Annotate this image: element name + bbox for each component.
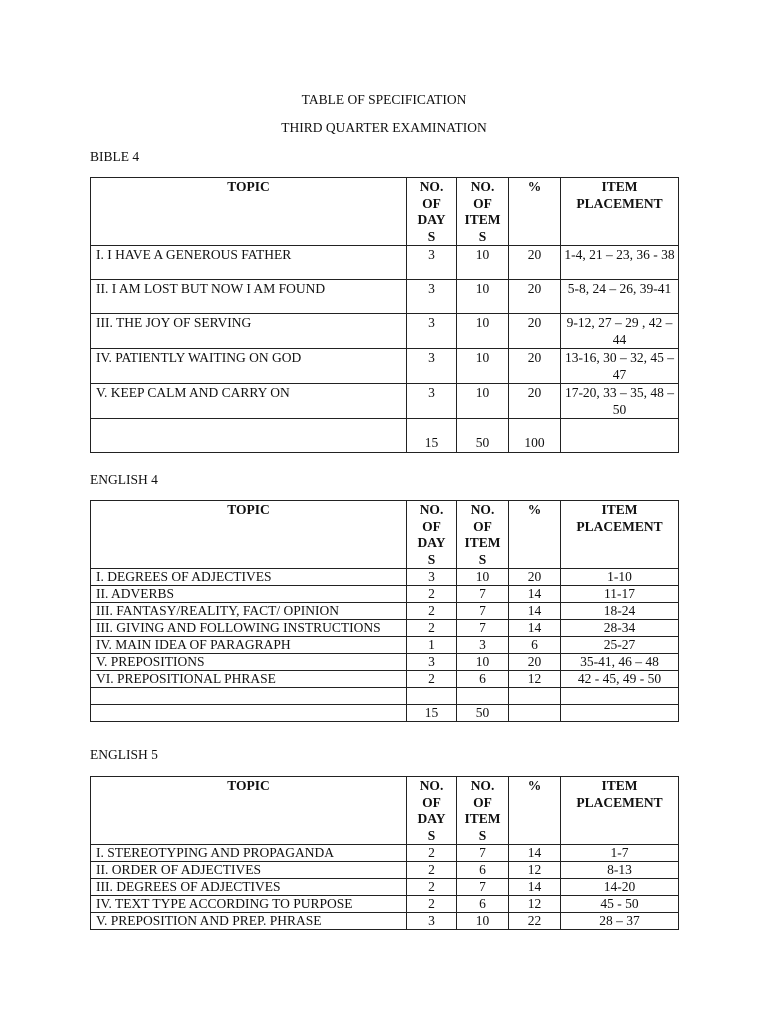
items-cell: 10 <box>457 280 509 314</box>
table-row <box>91 280 679 314</box>
blank-cell <box>457 688 509 705</box>
placement-cell: 25-27 <box>561 637 679 654</box>
days-cell: 3 <box>407 314 457 349</box>
table-row <box>91 671 679 688</box>
placement-cell: 5-8, 24 – 26, 39-41 <box>561 280 679 314</box>
header-topic-text: TOPIC <box>227 502 270 517</box>
bible-4-table <box>90 177 679 453</box>
percent-cell: 20 <box>509 654 561 671</box>
placement-cell: 1-4, 21 – 23, 36 - 38 <box>561 246 679 280</box>
header-items-line: S <box>478 228 487 244</box>
placement-cell: 35-41, 46 – 48 <box>561 654 679 671</box>
placement-cell: 17-20, 33 – 35, 48 – 50 <box>561 384 679 419</box>
total-row <box>91 419 679 453</box>
percent-cell: 14 <box>509 603 561 620</box>
header-items-line: S <box>478 827 487 843</box>
total-placement-cell <box>561 705 679 722</box>
table-header-row <box>91 178 679 246</box>
header-days-line: NO. <box>419 179 444 194</box>
topic-cell: I. STEREOTYPING AND PROPAGANDA <box>91 845 407 862</box>
placement-cell: 18-24 <box>561 603 679 620</box>
items-cell: 10 <box>457 654 509 671</box>
percent-cell: 6 <box>509 637 561 654</box>
items-cell: 6 <box>457 862 509 879</box>
percent-cell: 14 <box>509 879 561 896</box>
document-title: TABLE OF SPECIFICATION <box>301 92 467 107</box>
header-items <box>457 178 509 246</box>
percent-cell: 14 <box>509 586 561 603</box>
percent-cell: 20 <box>509 349 561 384</box>
percent-cell: 12 <box>509 862 561 879</box>
table-row <box>91 586 679 603</box>
table-row <box>91 637 679 654</box>
placement-cell: 42 - 45, 49 - 50 <box>561 671 679 688</box>
days-cell: 3 <box>407 280 457 314</box>
placement-cell: 45 - 50 <box>561 896 679 913</box>
percent-cell: 20 <box>509 569 561 586</box>
topic-cell: III. GIVING AND FOLLOWING INSTRUCTIONS <box>91 620 407 637</box>
header-placement-line: PLACEMENT <box>576 195 663 211</box>
header-days-line: S <box>427 228 436 244</box>
header-days <box>407 501 457 569</box>
placement-cell: 1-7 <box>561 845 679 862</box>
header-placement-line: PLACEMENT <box>576 794 663 810</box>
days-cell: 2 <box>407 862 457 879</box>
header-items-line: ITEM <box>464 535 501 550</box>
english-4-table <box>90 500 679 722</box>
header-placement-line: PLACEMENT <box>576 518 663 534</box>
header-items-line: NO. <box>470 502 495 517</box>
items-cell: 10 <box>457 246 509 280</box>
items-cell: 7 <box>457 845 509 862</box>
table-row <box>91 246 679 280</box>
topic-cell: II. I AM LOST BUT NOW I AM FOUND <box>91 280 407 314</box>
placement-cell: 11-17 <box>561 586 679 603</box>
days-cell: 3 <box>407 384 457 419</box>
header-days-line: DAY <box>417 811 446 826</box>
topic-cell: IV. TEXT TYPE ACCORDING TO PURPOSE <box>91 896 407 913</box>
header-days <box>407 777 457 845</box>
table-row <box>91 620 679 637</box>
percent-cell: 14 <box>509 620 561 637</box>
placement-cell: 14-20 <box>561 879 679 896</box>
header-topic <box>91 777 407 845</box>
header-placement <box>561 178 679 246</box>
header-percent: % <box>509 178 561 246</box>
days-cell: 2 <box>407 896 457 913</box>
table-row <box>91 879 679 896</box>
total-placement-cell <box>561 419 679 453</box>
items-cell: 7 <box>457 879 509 896</box>
topic-cell: VI. PREPOSITIONAL PHRASE <box>91 671 407 688</box>
percent-cell: 12 <box>509 671 561 688</box>
header-items-line: NO. <box>470 778 495 793</box>
placement-cell: 13-16, 30 – 32, 45 – 47 <box>561 349 679 384</box>
header-days-line: OF <box>422 518 441 534</box>
header-items-line: OF <box>473 794 492 810</box>
topic-cell: IV. PATIENTLY WAITING ON GOD <box>91 349 407 384</box>
blank-cell <box>561 688 679 705</box>
document-subtitle: THIRD QUARTER EXAMINATION <box>281 120 487 135</box>
items-cell: 10 <box>457 349 509 384</box>
table-header-row <box>91 777 679 845</box>
topic-cell: III. FANTASY/REALITY, FACT/ OPINION <box>91 603 407 620</box>
days-cell: 2 <box>407 671 457 688</box>
days-cell: 3 <box>407 569 457 586</box>
total-row <box>91 705 679 722</box>
header-days-line: DAY <box>417 535 446 550</box>
table-row <box>91 862 679 879</box>
placement-cell: 28-34 <box>561 620 679 637</box>
topic-cell: V. KEEP CALM AND CARRY ON <box>91 384 407 419</box>
topic-cell: V. PREPOSITION AND PREP. PHRASE <box>91 913 407 930</box>
topic-cell: IV. MAIN IDEA OF PARAGRAPH <box>91 637 407 654</box>
days-cell: 2 <box>407 603 457 620</box>
header-items <box>457 501 509 569</box>
items-cell: 10 <box>457 314 509 349</box>
header-percent: % <box>509 501 561 569</box>
topic-cell: V. PREPOSITIONS <box>91 654 407 671</box>
percent-cell: 12 <box>509 896 561 913</box>
total-items-cell: 50 <box>457 705 509 722</box>
days-cell: 3 <box>407 349 457 384</box>
percent-cell: 20 <box>509 280 561 314</box>
table-row <box>91 569 679 586</box>
topic-cell: I. I HAVE A GENEROUS FATHER <box>91 246 407 280</box>
header-topic-text: TOPIC <box>227 179 270 194</box>
blank-cell <box>91 688 407 705</box>
header-days-line: OF <box>422 794 441 810</box>
english-5-table <box>90 776 679 930</box>
days-cell: 2 <box>407 586 457 603</box>
header-topic <box>91 178 407 246</box>
section-label-bible-4: BIBLE 4 <box>90 149 140 164</box>
header-days-line: DAY <box>417 212 446 227</box>
header-topic-text: TOPIC <box>227 778 270 793</box>
header-placement <box>561 777 679 845</box>
days-cell: 3 <box>407 913 457 930</box>
table-row <box>91 314 679 349</box>
header-placement-line: ITEM <box>601 778 638 793</box>
items-cell: 7 <box>457 603 509 620</box>
topic-cell: II. ORDER OF ADJECTIVES <box>91 862 407 879</box>
topic-cell: III. DEGREES OF ADJECTIVES <box>91 879 407 896</box>
header-items <box>457 777 509 845</box>
header-items-line: OF <box>473 195 492 211</box>
header-days-line: OF <box>422 195 441 211</box>
percent-cell: 20 <box>509 314 561 349</box>
items-cell: 6 <box>457 671 509 688</box>
section-label-english-5: ENGLISH 5 <box>90 747 158 762</box>
total-percent-cell <box>509 705 561 722</box>
table-row <box>91 913 679 930</box>
days-cell: 2 <box>407 879 457 896</box>
topic-cell: II. ADVERBS <box>91 586 407 603</box>
days-cell: 3 <box>407 654 457 671</box>
header-items-line: ITEM <box>464 212 501 227</box>
header-placement <box>561 501 679 569</box>
placement-cell: 8-13 <box>561 862 679 879</box>
table-row <box>91 603 679 620</box>
blank-cell <box>407 688 457 705</box>
header-items-line: OF <box>473 518 492 534</box>
percent-cell: 20 <box>509 384 561 419</box>
days-cell: 2 <box>407 845 457 862</box>
total-days-cell: 15 <box>407 419 457 453</box>
header-percent: % <box>509 777 561 845</box>
days-cell: 3 <box>407 246 457 280</box>
items-cell: 7 <box>457 620 509 637</box>
percent-cell: 14 <box>509 845 561 862</box>
items-cell: 6 <box>457 896 509 913</box>
placement-cell: 1-10 <box>561 569 679 586</box>
items-cell: 10 <box>457 913 509 930</box>
percent-cell: 22 <box>509 913 561 930</box>
total-days-cell: 15 <box>407 705 457 722</box>
header-items-line: ITEM <box>464 811 501 826</box>
topic-cell: III. THE JOY OF SERVING <box>91 314 407 349</box>
total-topic-cell <box>91 705 407 722</box>
days-cell: 1 <box>407 637 457 654</box>
table-row <box>91 896 679 913</box>
total-items-cell: 50 <box>457 419 509 453</box>
header-days-line: NO. <box>419 778 444 793</box>
header-days <box>407 178 457 246</box>
header-items-line: S <box>478 551 487 567</box>
table-row <box>91 845 679 862</box>
percent-cell: 20 <box>509 246 561 280</box>
items-cell: 3 <box>457 637 509 654</box>
blank-row <box>91 688 679 705</box>
section-label-english-4: ENGLISH 4 <box>90 472 158 487</box>
table-row <box>91 384 679 419</box>
placement-cell: 28 – 37 <box>561 913 679 930</box>
table-row <box>91 654 679 671</box>
total-percent-cell: 100 <box>509 419 561 453</box>
items-cell: 7 <box>457 586 509 603</box>
table-header-row <box>91 501 679 569</box>
topic-cell: I. DEGREES OF ADJECTIVES <box>91 569 407 586</box>
items-cell: 10 <box>457 569 509 586</box>
total-topic-cell <box>91 419 407 453</box>
table-row <box>91 349 679 384</box>
blank-cell <box>509 688 561 705</box>
header-days-line: S <box>427 551 436 567</box>
header-placement-line: ITEM <box>601 502 638 517</box>
header-placement-line: ITEM <box>601 179 638 194</box>
placement-cell: 9-12, 27 – 29 , 42 – 44 <box>561 314 679 349</box>
header-days-line: NO. <box>419 502 444 517</box>
items-cell: 10 <box>457 384 509 419</box>
header-topic <box>91 501 407 569</box>
header-items-line: NO. <box>470 179 495 194</box>
header-days-line: S <box>427 827 436 843</box>
days-cell: 2 <box>407 620 457 637</box>
